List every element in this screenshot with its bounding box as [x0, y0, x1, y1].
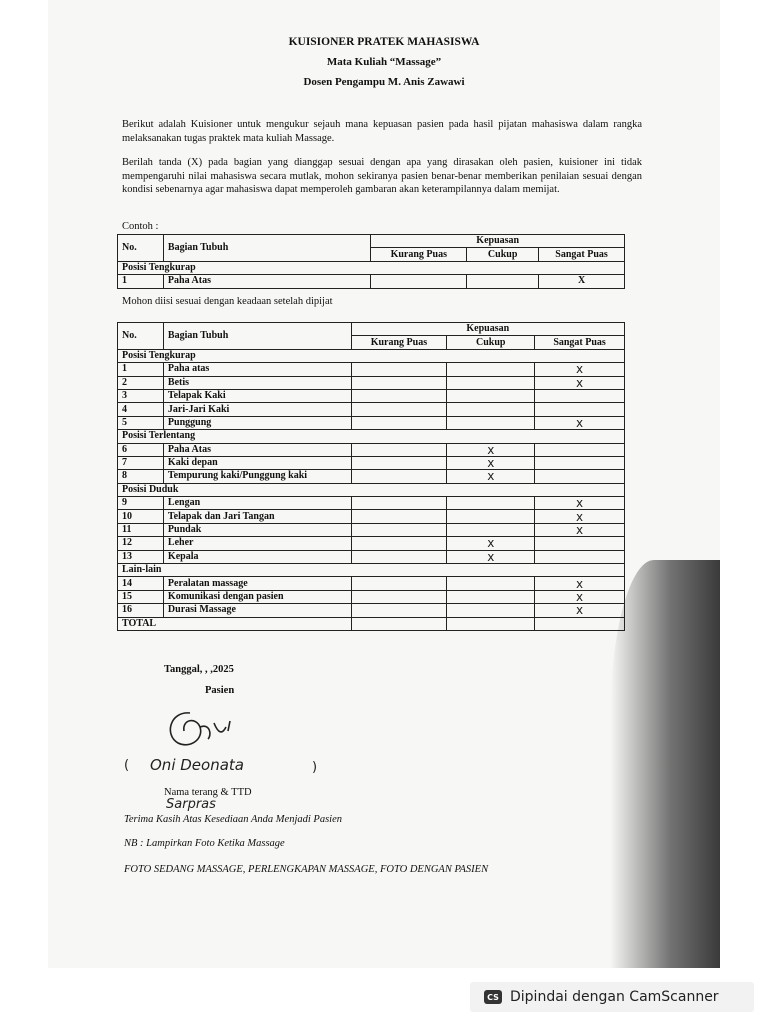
total-label: TOTAL — [118, 617, 352, 630]
col-satisfaction: Kepuasan — [351, 323, 624, 336]
body-part: Pundak — [163, 523, 351, 536]
example-label: Contoh : — [122, 221, 159, 232]
row-number: 7 — [118, 456, 164, 469]
col-cukup: Cukup — [447, 336, 535, 349]
camscanner-watermark — [470, 982, 754, 1012]
table-row — [118, 376, 625, 389]
body-part: Peralatan massage — [163, 577, 351, 590]
signature-mark — [160, 705, 250, 751]
cell-sangat-puas — [535, 470, 625, 483]
cell-kurang-puas — [351, 443, 447, 456]
col-body-part: Bagian Tubuh — [163, 323, 351, 350]
section-header: Lain-lain — [118, 564, 625, 577]
cell-sangat-puas: x — [535, 376, 625, 389]
body-part: Kepala — [163, 550, 351, 563]
cell-kurang-puas — [351, 523, 447, 536]
cell-kurang-puas — [351, 376, 447, 389]
body-part: Lengan — [163, 497, 351, 510]
col-no: No. — [118, 235, 164, 262]
example-row-no: 1 — [118, 275, 164, 288]
example-table — [117, 234, 625, 289]
cell-kurang-puas — [351, 389, 447, 402]
cell-cukup — [447, 510, 535, 523]
table-row — [118, 443, 625, 456]
cell-kurang-puas — [351, 510, 447, 523]
table-row — [118, 577, 625, 590]
section-header: Posisi Terlentang — [118, 430, 625, 443]
cell-cukup — [447, 363, 535, 376]
body-part: Komunikasi dengan pasien — [163, 590, 351, 603]
cell-cukup: x — [447, 456, 535, 469]
example-row-part: Paha Atas — [163, 275, 370, 288]
cell-cukup — [447, 416, 535, 429]
camscanner-text: Dipindai dengan CamScanner — [510, 989, 719, 1005]
body-part: Betis — [163, 376, 351, 389]
row-number: 10 — [118, 510, 164, 523]
cell-cukup — [447, 403, 535, 416]
cell-sangat-puas — [535, 550, 625, 563]
row-number: 3 — [118, 389, 164, 402]
cell-cukup: x — [447, 470, 535, 483]
col-kurang: Kurang Puas — [351, 336, 447, 349]
row-number: 5 — [118, 416, 164, 429]
table-row — [118, 523, 625, 536]
cell-sangat-puas: x — [535, 577, 625, 590]
name-sign-label: Nama terang & TTD — [164, 787, 252, 798]
row-number: 1 — [118, 363, 164, 376]
cell-cukup: x — [447, 537, 535, 550]
table-row — [118, 604, 625, 617]
cell-cukup — [447, 497, 535, 510]
cell-cukup — [447, 590, 535, 603]
cell-cukup: x — [447, 550, 535, 563]
camscanner-icon: CS — [484, 990, 502, 1004]
patient-name: Oni Deonata — [150, 756, 244, 774]
row-number: 9 — [118, 497, 164, 510]
total-cell — [351, 617, 447, 630]
cell-sangat-puas: x — [535, 590, 625, 603]
col-sangat: Sangat Puas — [535, 336, 625, 349]
body-part: Telapak Kaki — [163, 389, 351, 402]
cell-kurang-puas — [351, 416, 447, 429]
cell-sangat-puas — [535, 537, 625, 550]
cell-cukup — [447, 604, 535, 617]
cell-kurang-puas — [351, 590, 447, 603]
body-part: Leher — [163, 537, 351, 550]
total-cell — [535, 617, 625, 630]
col-body-part: Bagian Tubuh — [163, 235, 370, 262]
intro-paragraph-1: Berikut adalah Kuisioner untuk mengukur sejauh mana kepuasan pasien pada hasil pijatan mahasiswa dalam rangka melaksanakan tugas praktek mata kuliah Massage. — [122, 119, 642, 144]
example-cell-kurang — [371, 275, 467, 288]
nb-line: NB : Lampirkan Foto Ketika Massage — [124, 838, 285, 849]
body-part: Paha Atas — [163, 443, 351, 456]
total-cell — [447, 617, 535, 630]
col-no: No. — [118, 323, 164, 350]
cell-cukup — [447, 389, 535, 402]
col-cukup: Cukup — [467, 248, 539, 261]
cell-sangat-puas: x — [535, 604, 625, 617]
example-cell-cukup — [467, 275, 539, 288]
table-row — [118, 590, 625, 603]
col-kurang: Kurang Puas — [371, 248, 467, 261]
row-number: 13 — [118, 550, 164, 563]
cell-kurang-puas — [351, 537, 447, 550]
cell-cukup — [447, 523, 535, 536]
cell-sangat-puas — [535, 456, 625, 469]
cell-sangat-puas: x — [535, 416, 625, 429]
cell-kurang-puas — [351, 604, 447, 617]
table-row — [118, 389, 625, 402]
handwritten-note: Sarpras — [166, 797, 216, 812]
row-number: 8 — [118, 470, 164, 483]
table-row — [118, 497, 625, 510]
questionnaire-table — [117, 322, 625, 631]
intro-paragraph-2: Berilah tanda (X) pada bagian yang dianggap sesuai dengan apa yang dirasakan oleh pasien, kuisioner ini tidak mempengaruhi nilai mahasiswa secara mutlak, mohon sekiranya pasien benar-benar memberikan penilaian sesuai dengan kondisi sebenarnya agar mahasiswa dapat memperoleh gambaran akan keterampilannya dalam memijat. — [122, 157, 642, 196]
cell-kurang-puas — [351, 363, 447, 376]
table-row — [118, 363, 625, 376]
table-row — [118, 456, 625, 469]
cell-sangat-puas: x — [535, 363, 625, 376]
table-row — [118, 510, 625, 523]
cell-cukup — [447, 577, 535, 590]
cell-sangat-puas — [535, 389, 625, 402]
table-row — [118, 537, 625, 550]
table-row — [118, 550, 625, 563]
form-title: KUISIONER PRATEK MAHASISWA — [288, 36, 480, 48]
cell-cukup: x — [447, 443, 535, 456]
paren-open: ( — [124, 758, 130, 773]
body-part: Punggung — [163, 416, 351, 429]
body-part: Durasi Massage — [163, 604, 351, 617]
example-mark: X — [539, 275, 625, 288]
cell-kurang-puas — [351, 403, 447, 416]
row-number: 4 — [118, 403, 164, 416]
date-line: Tanggal, , ,2025 — [164, 664, 234, 675]
section-header: Posisi Tengkurap — [118, 349, 625, 362]
row-number: 16 — [118, 604, 164, 617]
cell-sangat-puas: x — [535, 497, 625, 510]
section-header: Posisi Duduk — [118, 483, 625, 496]
cell-kurang-puas — [351, 470, 447, 483]
row-number: 11 — [118, 523, 164, 536]
cell-cukup — [447, 376, 535, 389]
cell-kurang-puas — [351, 577, 447, 590]
cell-kurang-puas — [351, 550, 447, 563]
cell-sangat-puas — [535, 443, 625, 456]
row-number: 12 — [118, 537, 164, 550]
body-part: Kaki depan — [163, 456, 351, 469]
table-row — [118, 470, 625, 483]
scan-shadow — [610, 560, 720, 968]
cell-sangat-puas — [535, 403, 625, 416]
body-part: Paha atas — [163, 363, 351, 376]
body-part: Tempurung kaki/Punggung kaki — [163, 470, 351, 483]
patient-label: Pasien — [205, 685, 235, 696]
cell-sangat-puas: x — [535, 523, 625, 536]
col-sangat: Sangat Puas — [539, 248, 625, 261]
body-part: Jari-Jari Kaki — [163, 403, 351, 416]
photo-requirements: FOTO SEDANG MASSAGE, PERLENGKAPAN MASSAGE, FOTO DENGAN PASIEN — [124, 864, 489, 875]
lecturer-line: Dosen Pengampu M. Anis Zawawi — [303, 76, 465, 88]
col-satisfaction: Kepuasan — [371, 235, 625, 248]
row-number: 14 — [118, 577, 164, 590]
example-note: Mohon diisi sesuai dengan keadaan setelah dipijat — [122, 296, 333, 307]
table-row — [118, 403, 625, 416]
row-number: 6 — [118, 443, 164, 456]
row-number: 15 — [118, 590, 164, 603]
cell-sangat-puas: x — [535, 510, 625, 523]
paren-close: ) — [312, 760, 318, 775]
thank-you-line: Terima Kasih Atas Kesediaan Anda Menjadi Pasien — [124, 814, 342, 825]
cell-kurang-puas — [351, 456, 447, 469]
body-part: Telapak dan Jari Tangan — [163, 510, 351, 523]
row-number: 2 — [118, 376, 164, 389]
cell-kurang-puas — [351, 497, 447, 510]
table-row — [118, 416, 625, 429]
example-section: Posisi Tengkurap — [118, 261, 625, 274]
course-title: Mata Kuliah “Massage” — [326, 56, 442, 68]
